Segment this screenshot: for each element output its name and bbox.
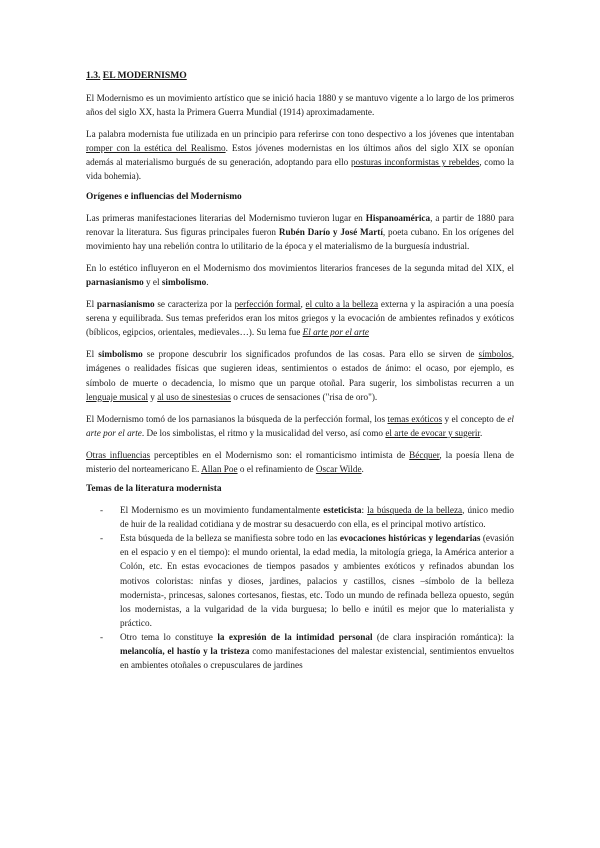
bold-text: esteticista xyxy=(323,505,362,516)
text-run: El Modernismo tomó de los parnasianos la búsqueda de la perfección formal, los xyxy=(86,413,388,424)
text-run: Las primeras manifestaciones literarias del Modernismo tuvieron lugar en xyxy=(86,212,366,223)
paragraph-synthesis xyxy=(86,412,514,440)
underlined-text: el culto a la belleza xyxy=(305,299,379,310)
text-run: . De los simbolistas, el ritmo y la musicalidad del verso, así como xyxy=(141,427,386,438)
paragraph-parnasianismo xyxy=(86,297,514,339)
text-run: se propone descubrir los significados profundos de las cosas. Para ello se sirven de xyxy=(142,349,479,360)
underlined-text: al uso de sinestesias xyxy=(157,391,231,402)
text-run: perceptibles en el Modernismo son: el romanticismo intimista de xyxy=(150,449,410,460)
paragraph-other-influences xyxy=(86,448,514,476)
text-run: . xyxy=(206,276,209,287)
text-run: y el concepto de xyxy=(442,413,508,424)
themes-list xyxy=(86,503,514,672)
text-run: . xyxy=(479,427,483,438)
bold-text: la expresión de la intimidad personal xyxy=(217,631,373,642)
paragraph-french-influences xyxy=(86,261,514,289)
section-number: 1.3. xyxy=(86,70,101,81)
text-run: Otro tema lo constituye xyxy=(120,631,218,642)
italic-underlined-text: El arte por el arte xyxy=(302,327,369,338)
text-run: El xyxy=(86,299,97,310)
text-run: o el refinamiento de xyxy=(237,463,316,474)
text-run: , único medio de huir de la realidad cotidiana y de mostrar su desacuerdo con ella, es el principal motivo artístico. xyxy=(120,505,514,530)
text-run: , como la vida bohemia). xyxy=(86,157,514,182)
text-run: La palabra modernista fue utilizada en un principio para referirse con tono despectivo a los jóvenes que intentaban xyxy=(86,129,514,140)
underlined-text: temas exóticos xyxy=(387,413,443,424)
bold-text: Hispanoamérica xyxy=(365,212,431,223)
paragraph-text: El Modernismo es un movimiento artístico que se inició hacia 1880 y se mantuvo vigente a lo largo de los primeros años del siglo XX, hasta la Primera Guerra Mundial (1914) aproximadamente. xyxy=(86,93,514,118)
paragraph-intro xyxy=(86,91,514,119)
text-run: y el xyxy=(143,276,162,287)
bold-text: parnasianismo xyxy=(86,276,144,287)
dash-bullet: - xyxy=(100,505,104,516)
underlined-text: Otras influencias xyxy=(86,449,151,460)
text-run: En lo estético influyeron en el Modernismo dos movimientos literarios franceses de la segunda mitad del XIX, el xyxy=(86,262,514,273)
text-run: . Estos jóvenes modernistas en los últimos años del siglo XIX se oponían además al materialismo burgués de su generación, adoptando para ello xyxy=(86,143,514,168)
section-title: EL MODERNISMO xyxy=(102,70,187,81)
paragraph-simbolismo xyxy=(86,347,514,403)
underlined-text: Bécquer xyxy=(409,449,440,460)
text-run: y xyxy=(148,391,158,402)
text-run: , imágenes o realidades físicas que sugieren ideas, sentimientos o estados de ánimo: el ocaso, por ejemplo, es símbolo de muerte o decadencia, lo mismo que un parque otoñal. Para sugerir, los simbolistas recurren a un xyxy=(86,349,515,388)
text-run: (evasión en el espacio y en el tiempo): el mundo oriental, la edad media, la mitología griega, la América anterior a Colón, etc. En estas evocaciones de tiempos pasados y ambientes exóticos y refinados abundan los motivos coloristas: ninfas y dioses, jardines, palacios y castillos, cisnes –símbolo de la belleza modernista-, princesas, salones cortesanos, fiestas, etc. Todo un mundo de refinada belleza opuesto, según los modernistas, a la vulgaridad de la vida burguesa; lo bello e inútil es mejor que lo materialista y práctico. xyxy=(120,533,514,628)
bold-text: Rubén Darío y José Martí xyxy=(278,226,383,237)
list-item xyxy=(86,503,514,531)
text-run: : xyxy=(361,505,368,516)
text-run: o cruces de sensaciones ("risa de oro"). xyxy=(230,391,378,402)
subheading-themes: Temas de la literatura modernista xyxy=(86,484,222,495)
bold-text: simbolismo xyxy=(161,276,207,287)
text-run: . xyxy=(361,463,364,474)
paragraph-term-origin xyxy=(86,127,514,183)
paragraph-first-manifestations xyxy=(86,211,514,253)
italic-text: el arte por el arte xyxy=(86,413,514,438)
section-heading xyxy=(86,70,514,81)
underlined-text: Oscar Wilde xyxy=(315,463,362,474)
text-run: se caracteriza por la xyxy=(154,299,235,310)
underlined-text: posturas inconformistas y rebeldes xyxy=(350,157,480,168)
text-run: El Modernismo es un movimiento fundamentalmente xyxy=(120,505,324,516)
bold-text: simbolismo xyxy=(98,349,143,360)
text-run: (de clara inspiración romántica): la xyxy=(372,631,514,642)
underlined-text: lenguaje musical xyxy=(86,391,148,402)
underlined-text: la búsqueda de la belleza xyxy=(367,505,463,516)
dash-bullet: - xyxy=(100,533,104,544)
subheading-origins: Orígenes e influencias del Modernismo xyxy=(86,191,242,202)
text-run: El xyxy=(86,349,99,360)
bold-text: evocaciones históricas y legendarias xyxy=(339,533,481,544)
underlined-text: el arte de evocar y sugerir xyxy=(385,427,480,438)
bold-text: parnasianismo xyxy=(96,299,155,310)
text-run: , la poesía llena de misterio del norteamericano E. xyxy=(86,449,514,474)
list-item xyxy=(86,531,514,630)
underlined-text: perfección formal xyxy=(234,299,301,310)
underlined-text: romper con la estética del Realismo xyxy=(86,143,226,154)
text-run: , a partir de 1880 para renovar la literatura. Sus figuras principales fueron xyxy=(86,212,514,237)
text-run: Esta búsqueda de la belleza se manifiesta sobre todo en las xyxy=(120,533,340,544)
list-item xyxy=(86,630,514,672)
underlined-text: Allan Poe xyxy=(201,463,238,474)
document-body xyxy=(86,70,514,672)
text-run: , poeta cubano. En los orígenes del movimiento hay una rebelión contra lo utilitario de la época y el materialismo de la burguesía industrial. xyxy=(86,226,515,251)
dash-bullet: - xyxy=(100,631,104,642)
text-run: externa y la aspiración a una poesía serena y equilibrada. Sus temas preferidos eran los mitos griegos y la evocación de ambientes refinados y exóticos (bíblicos, egipcios, orientales, medievales…). Su lema fue xyxy=(86,299,514,338)
underlined-text: símbolos xyxy=(478,349,512,360)
text-run: como manifestaciones del malestar existencial, sentimientos envueltos en ambientes otoñales o crepusculares de jardines xyxy=(120,646,514,671)
bold-text: melancolía, el hastío y la tristeza xyxy=(120,646,250,656)
text-run: , xyxy=(300,299,306,310)
